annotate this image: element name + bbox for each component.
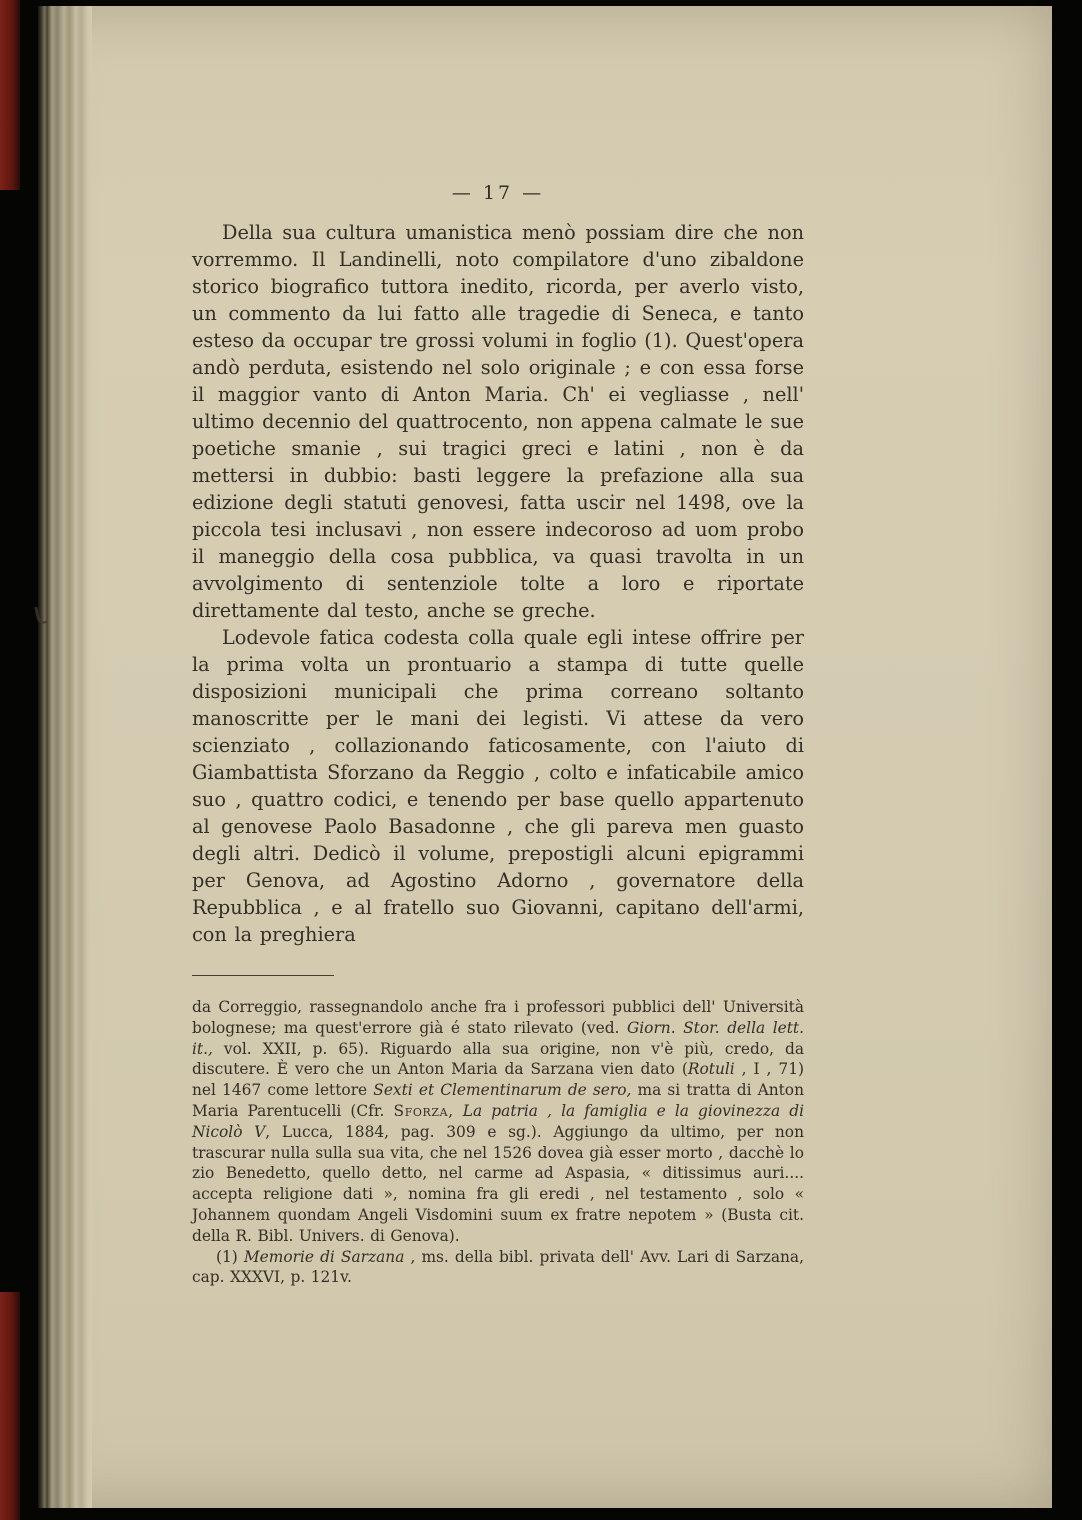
footnote-text-segment: , Lucca, 1884, pag. 309 e sg.). Aggiungo da ultimo, per non trascurar nulla sulla sua vita, che nel 1526 dovea già esser morto , dacchè lo zio Benedetto, quello detto, nel carme ad Aspasia, « ditissimus auri.... accepta religione dati », nomina fra gli eredi , nel testamento , solo « Johannem quondam Angeli Visdomini suum ex fratre nepotem » (Busta cit. della R. Bibl. Univers. di Genova). xyxy=(192,1122,804,1245)
text-column xyxy=(192,182,804,1288)
body-text xyxy=(192,219,804,948)
footnote-text-segment-smallcaps: Sforza, xyxy=(393,1101,454,1120)
footnote-1 xyxy=(192,1247,804,1289)
paragraph: Lodevole fatica codesta colla quale egli intese offrire per la prima volta un prontuario a stampa di tutte quelle disposizioni municipali che prima correano soltanto manoscritte per le mani dei legisti. Vi attese da vero scienziato , collazionando faticosamente, con l'aiuto di Giambattista Sforzano da Reggio , colto e infaticabile amico suo , quattro codici, e tenendo per base quello appartenuto al genovese Paolo Basadonne , che gli pareva men guasto degli altri. Dedicò il volume, prepostigli alcuni epigrammi per Genova, ad Agostino Adorno , governatore della Repubblica , e al fratello suo Giovanni, capitano dell'armi, con la preghiera xyxy=(192,626,804,946)
footnote-text-segment: vol. XXII, p. 65). Riguardo alla sua origine, non v'è più, credo, da discutere. È vero che un Anton Maria da Sarzana vien dato ( xyxy=(192,1039,804,1079)
footnote-text-segment: ma si tratta di Anton Maria Parentucelli (Cfr. xyxy=(192,1081,804,1120)
footnote-continuation xyxy=(192,997,804,1247)
footnote-text-segment: da Correggio, rassegnandolo anche fra i professori pubblici dell' Università bolognese; ma quest'errore già é stato rilevato (ved. xyxy=(192,998,804,1037)
footnote-separator-rule xyxy=(192,975,334,976)
footnote-text-segment-italic: Rotuli xyxy=(687,1060,735,1079)
footnote-text-segment-italic: Sexti et Clementinarum de sero, xyxy=(373,1081,632,1100)
book-page xyxy=(38,6,1052,1508)
footnote-text-segment: , ms. della bibl. privata dell' Avv. Lari di Sarzana, cap. XXXVI, p. 121v. xyxy=(192,1247,804,1287)
footnote-text-segment-italic: Giorn. Stor. della lett. it., xyxy=(192,1018,804,1058)
footnote-text-segment-italic: Memorie di Sarzana xyxy=(243,1247,405,1266)
footnote-text-segment: , I , 71) nel 1467 come lettore xyxy=(192,1060,804,1100)
footnote-text-segment: (1) xyxy=(216,1247,244,1266)
page-number: — 17 — xyxy=(451,182,545,204)
footnote-text-segment-italic: La patria , la famiglia e la giovinezza di Nicolò V xyxy=(192,1101,804,1141)
footnote-section xyxy=(192,997,804,1288)
book-cover-edge-bottom xyxy=(0,1292,20,1520)
book-cover-edge-top xyxy=(0,0,20,190)
paragraph: Della sua cultura umanistica menò possiam dire che non vorremmo. Il Landinelli, noto compilatore d'uno zibaldone storico biografico tuttora inedito, ricorda, per averlo visto, un commento da lui fatto alle tragedie di Seneca, e tanto esteso da occupar tre grossi volumi in foglio (1). Quest'opera andò perduta, esistendo nel solo originale ; e con essa forse il maggior vanto di Anton Maria. Ch' ei vegliasse , nell' ultimo decennio del quattrocento, non appena calmate le sue poetiche smanie , sui tragici greci e latini , non è da mettersi in dubbio: basti leggere la prefazione alla sua edizione degli statuti genovesi, fatta uscir nel 1498, ove la piccola tesi inclusavi , non essere indecoroso ad uom probo il maneggio della cosa pubblica, va quasi travolta in un avvolgimento di sentenziole tolte a loro e riportate direttamente dal testo, anche se greche. xyxy=(192,221,804,622)
stacked-page-edges xyxy=(38,6,92,1508)
